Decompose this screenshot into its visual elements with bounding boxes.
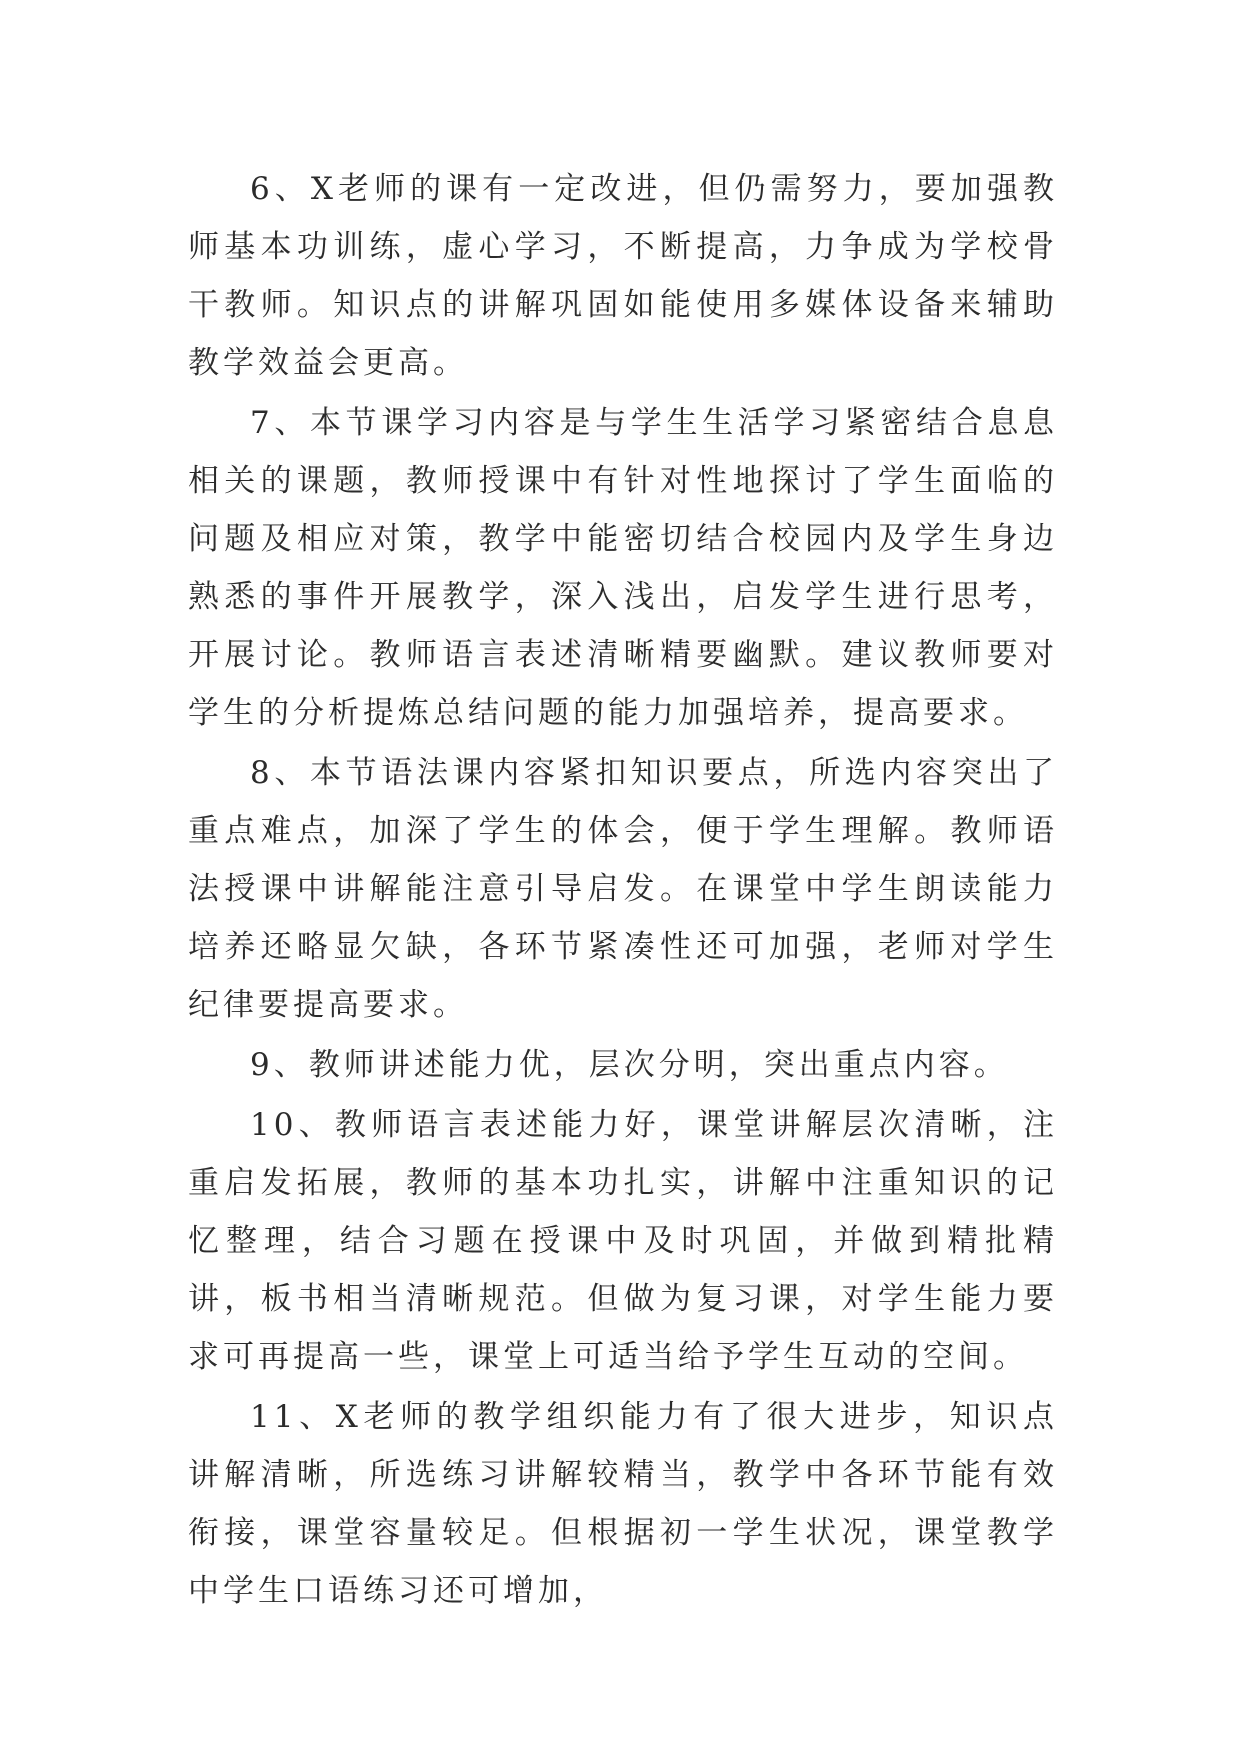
- paragraph-10: 10、教师语言表述能力好，课堂讲解层次清晰，注重启发拓展，教师的基本功扎实，讲解中注重知识的记忆整理，结合习题在授课中及时巩固，并做到精批精讲，板书相当清晰规范。但做为复习课，对学生能力要求可再提高一些，课堂上可适当给予学生互动的空间。: [188, 1107, 1058, 1375]
- paragraph-6: 6、X老师的课有一定改进，但仍需努力，要加强教师基本功训练，虚心学习，不断提高，力争成为学校骨干教师。知识点的讲解巩固如能使用多媒体设备来辅助教学效益会更高。: [188, 171, 1058, 381]
- paragraph-7: 7、本节课学习内容是与学生生活学习紧密结合息息相关的课题，教师授课中有针对性地探讨了学生面临的问题及相应对策，教学中能密切结合校园内及学生身边熟悉的事件开展教学，深入浅出，启发学生进行思考，开展讨论。教师语言表述清晰精要幽默。建议教师要对学生的分析提炼总结问题的能力加强培养，提高要求。: [188, 405, 1058, 731]
- document-body: [188, 160, 1058, 1622]
- paragraph-9: 9、教师讲述能力优，层次分明，突出重点内容。: [250, 1047, 1009, 1083]
- paragraph-8: 8、本节语法课内容紧扣知识要点，所选内容突出了重点难点，加深了学生的体会，便于学生理解。教师语法授课中讲解能注意引导启发。在课堂中学生朗读能力培养还略显欠缺，各环节紧凑性还可加强，老师对学生纪律要提高要求。: [188, 755, 1058, 1023]
- paragraph-11: 11、X老师的教学组织能力有了很大进步，知识点讲解清晰，所选练习讲解较精当，教学中各环节能有效衔接，课堂容量较足。但根据初一学生状况，课堂教学中学生口语练习还可增加，: [188, 1399, 1058, 1609]
